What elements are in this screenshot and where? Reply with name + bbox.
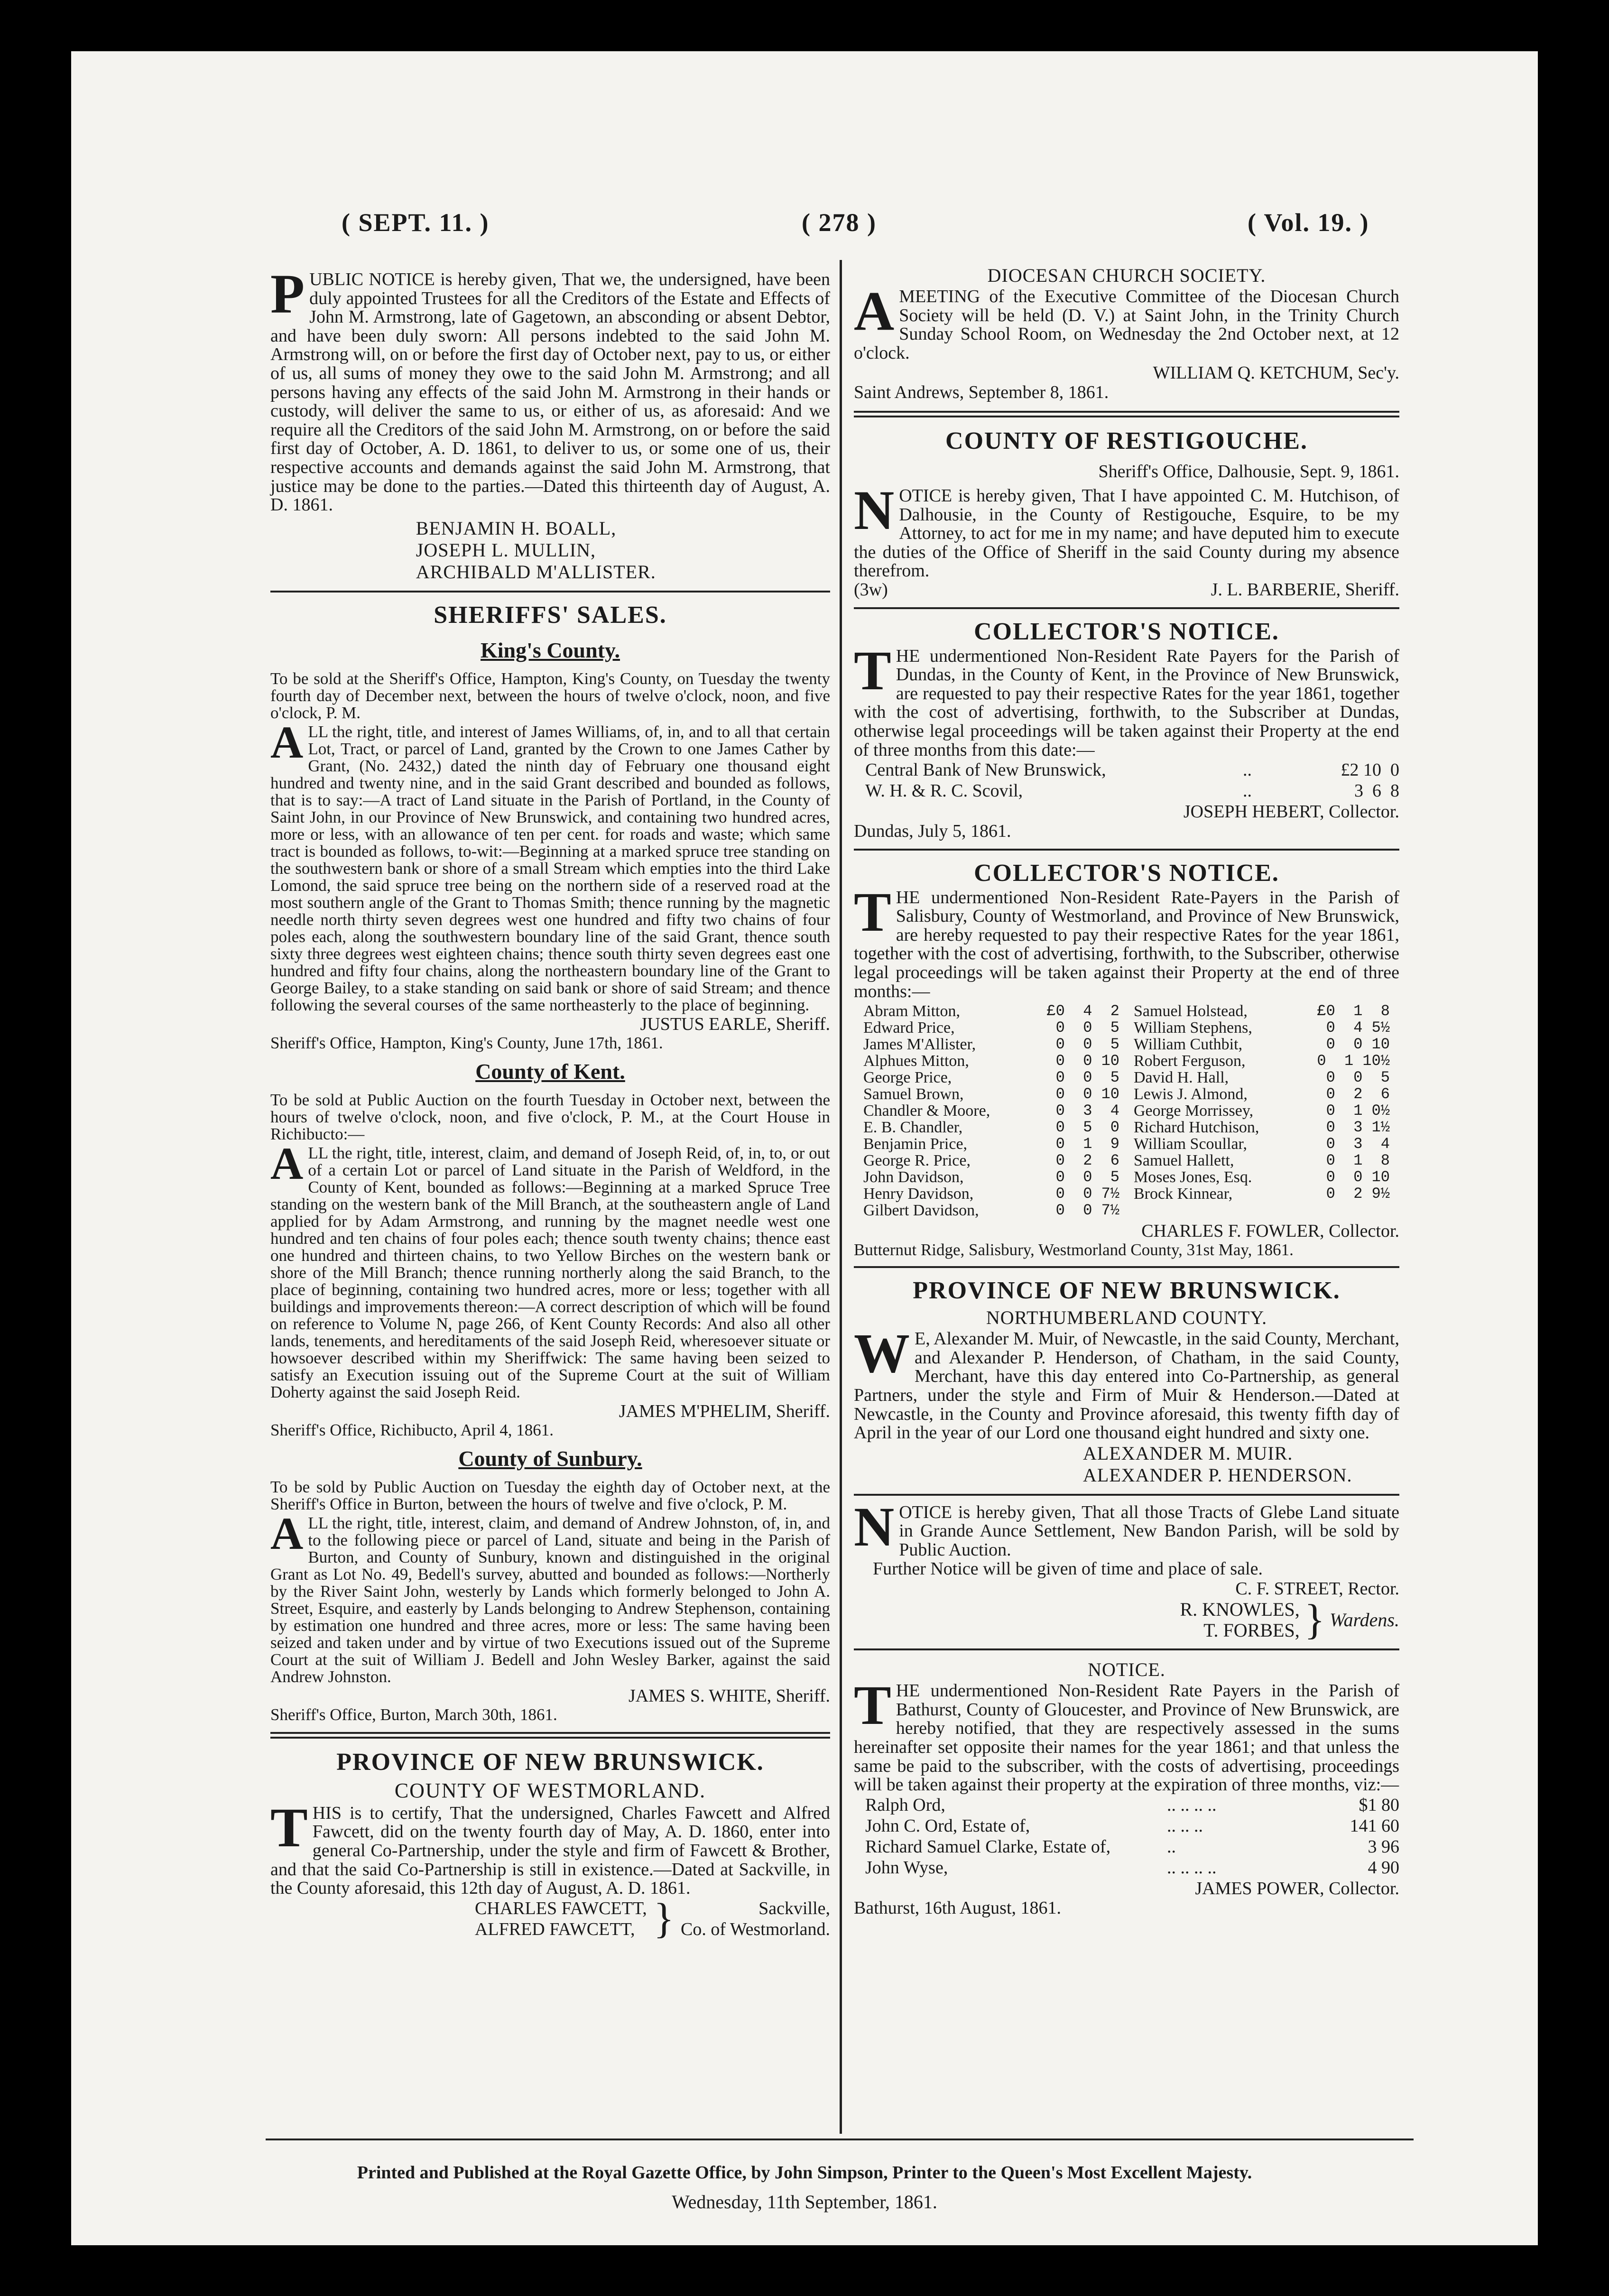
header-volume: ( Vol. 19. ) xyxy=(1248,208,1369,237)
rate-row xyxy=(1134,1069,1390,1086)
rate-row xyxy=(1134,1119,1390,1136)
kings-county-heading: King's County. xyxy=(481,638,620,662)
leader-dots: .. .. .. .. xyxy=(1167,1857,1217,1878)
bathurst-body: HE undermentioned Non-Resident Rate Payers in the Parish of Bathurst, County of Gloucester, and Province of New Brunswick, are hereby notified, that they are respectively assessed in the sums hereinafter set opposite their names for the year 1861; and that unless the same be paid to the subscriber, with the costs of advertising, proceedings will be taken against their property at the expiration of three months, viz:— xyxy=(854,1681,1399,1795)
sunbury-intro: To be sold by Public Auction on Tuesday the eighth day of October next, at the Sheriff's Office in Burton, between the hours of twelve and five o'clock, P. M. xyxy=(270,1477,830,1513)
warden-name: R. KNOWLES, xyxy=(1180,1599,1300,1620)
northumberland-partnership xyxy=(854,1276,1399,1486)
bathurst-entry xyxy=(865,1836,1399,1857)
rate-row xyxy=(1134,1003,1390,1019)
double-rule xyxy=(854,411,1399,417)
dundas-collector-notice xyxy=(854,617,1399,841)
kings-intro: To be sold at the Sheriff's Office, Hampton, King's County, on Tuesday the twenty fourth day of December next, between the hours of twelve o'clock, noon, and five o'clock, P. M. xyxy=(270,669,830,722)
rate-payer-name: Samuel Holstead, xyxy=(1134,1002,1248,1020)
rate-row xyxy=(863,1003,1119,1019)
bathurst-title: NOTICE. xyxy=(1088,1659,1165,1681)
rate-amount: 0 0 5 xyxy=(1326,1069,1390,1087)
rate-row xyxy=(1134,1036,1390,1053)
rate-amount: 0 4 5½ xyxy=(1326,1019,1390,1037)
rate-payer-name: Moses Jones, Esq. xyxy=(1134,1168,1252,1186)
dundas-body: HE undermentioned Non-Resident Rate Payers for the Parish of Dundas, in the County of Kent, in the Province of New Brunswick, are requested to pay their respective Rates for the year 1861, together with the cost of advertising, forthwith, to the Subscriber at Dundas, otherwise legal proceedings will be taken against their Property at the end of three months from this date:— xyxy=(854,646,1399,760)
dropcap: W xyxy=(854,1322,910,1385)
rate-row xyxy=(1134,1185,1390,1202)
rate-payer-name: Samuel Brown, xyxy=(863,1085,964,1103)
signer-name: ALEXANDER M. MUIR. xyxy=(1083,1442,1293,1464)
dundas-signer: JOSEPH HEBERT, Collector. xyxy=(1183,802,1399,822)
rate-amount: £0 1 8 xyxy=(1317,1002,1390,1020)
diocesan-dated: Saint Andrews, September 8, 1861. xyxy=(854,382,1109,403)
rate-amount: 0 0 10 xyxy=(1326,1036,1390,1054)
kings-county-sale xyxy=(270,635,830,1052)
place-label: Co. of Westmorland. xyxy=(681,1919,830,1939)
rate-payer-name: Benjamin Price, xyxy=(863,1135,968,1153)
rate-amount: 0 2 6 xyxy=(1055,1152,1119,1170)
rate-amount: 0 1 8 xyxy=(1326,1152,1390,1170)
rate-row xyxy=(863,1202,1119,1219)
rate-amount: 0 0 7½ xyxy=(1055,1185,1119,1203)
diocesan-title: DIOCESAN CHURCH SOCIETY. xyxy=(987,265,1266,286)
rate-amount: 0 0 7½ xyxy=(1055,1202,1119,1220)
brace-icon: } xyxy=(1304,1596,1325,1644)
glebe-notice xyxy=(854,1495,1399,1644)
dropcap: A xyxy=(270,1508,304,1559)
sunbury-county-sale xyxy=(270,1444,830,1723)
restigouche-notice xyxy=(854,426,1399,600)
westmorland-title: PROVINCE OF NEW BRUNSWICK. xyxy=(336,1748,764,1776)
dropcap: N xyxy=(854,479,895,541)
rate-row xyxy=(1134,1136,1390,1152)
signer-name: ALFRED FAWCETT, xyxy=(474,1919,635,1939)
dundas-title: COLLECTOR'S NOTICE. xyxy=(974,618,1279,645)
rate-column-right xyxy=(1134,1003,1390,1219)
column-divider xyxy=(840,260,842,2134)
rate-payer-name: George Morrissey, xyxy=(1134,1102,1254,1120)
northumberland-body: E, Alexander M. Muir, of Newcastle, in the said County, Merchant, and Alexander P. Henderson, of Chatham, in the said County, Merchant, have this day entered into Co-Partnership, as general Partners, under the style and Firm of Muir & Henderson.—Dated at Newcastle, in the County and Province aforesaid, this twenty fifth day of April in the year of our Lord one thousand eight hundred and sixty one. xyxy=(854,1329,1399,1443)
gazette-page xyxy=(71,51,1538,2245)
signer-name: ALEXANDER P. HENDERSON. xyxy=(1083,1464,1352,1486)
dropcap: T xyxy=(854,639,891,702)
rate-row xyxy=(863,1019,1119,1036)
leader-dots: .. .. .. xyxy=(1167,1815,1203,1836)
rate-payer-name: Alphues Mitton, xyxy=(863,1052,969,1070)
dropcap: T xyxy=(270,1796,308,1859)
rate-row xyxy=(863,1152,1119,1169)
rate-payer-name: Robert Ferguson, xyxy=(1134,1052,1246,1070)
rate-row xyxy=(863,1102,1119,1119)
section-rule xyxy=(854,1266,1399,1268)
rate-amount: 0 0 10 xyxy=(1055,1052,1119,1070)
westmorland-signature xyxy=(270,1895,830,1942)
rate-amount: $1 80 xyxy=(1359,1795,1399,1815)
salisbury-rate-table xyxy=(854,1001,1399,1221)
kent-county-sale xyxy=(270,1056,830,1439)
run-mark: (3w) xyxy=(854,579,888,600)
footer-rule xyxy=(266,2139,1414,2140)
signer-name: ARCHIBALD M'ALLISTER. xyxy=(416,561,656,583)
bathurst-entry xyxy=(865,1795,1399,1815)
rate-amount: 0 2 6 xyxy=(1326,1085,1390,1103)
rate-payer-name: George Price, xyxy=(863,1069,952,1087)
dundas-entry: W. H. & R. C. Scovil, .. 3 6 8 xyxy=(865,781,1399,801)
salisbury-dated: Butternut Ridge, Salisbury, Westmorland County, 31st May, 1861. xyxy=(854,1241,1294,1259)
left-column xyxy=(270,263,830,1942)
rate-payer-name: Richard Samuel Clarke, Estate of, xyxy=(865,1836,1111,1857)
rate-row xyxy=(863,1036,1119,1053)
footer-imprint: Printed and Published at the Royal Gazette Office, by John Simpson, Printer to the Queen's Most Excellent Majesty. xyxy=(357,2163,1252,2183)
rate-row xyxy=(1134,1086,1390,1102)
salisbury-title: COLLECTOR'S NOTICE. xyxy=(974,859,1279,887)
rate-row xyxy=(863,1169,1119,1185)
restigouche-sign-line xyxy=(854,581,1399,600)
rate-row xyxy=(863,1119,1119,1136)
rate-payer-name: James M'Allister, xyxy=(863,1036,976,1054)
rate-payer-name: Brock Kinnear, xyxy=(1134,1185,1233,1203)
public-notice-body: UBLIC NOTICE is hereby given, That we, the undersigned, have been duly appointed Trustees for all the Creditors of the Estate and Effects of John M. Armstrong, late of Gagetown, an absconding or absent Debtor, and have been duly sworn: All persons indebted to the said John M. Armstrong will, on or before the first day of October next, pay to us, or either of us, all sums of money they owe to the said John M. Armstrong; and all persons having any effects of the said John M. Armstrong in their hands or custody, will deliver the same to us, or either of us, as aforesaid: And we require all the Creditors of the said John M. Armstrong, on or before the said first day of October, A. D. 1861, to deliver to us, or some one of us, their respective accounts and demands against the said John M. Armstrong, that justice may be done to the parties.—Dated this thirteenth day of August, A. D. 1861. xyxy=(270,269,830,515)
rate-amount: 0 0 5 xyxy=(1055,1069,1119,1087)
rate-amount: 0 3 1½ xyxy=(1326,1119,1390,1137)
rate-payer-name: E. B. Chandler, xyxy=(863,1119,963,1137)
kent-dated: Sheriff's Office, Richibucto, April 4, 1861. xyxy=(270,1420,554,1439)
bathurst-notice xyxy=(854,1658,1399,1917)
double-rule xyxy=(270,1732,830,1739)
dropcap: P xyxy=(270,263,305,325)
restigouche-office: Sheriff's Office, Dalhousie, Sept. 9, 1861. xyxy=(1098,461,1399,481)
rate-payer-name: Samuel Hallett, xyxy=(1134,1152,1234,1170)
westmorland-body: HIS is to certify, That the undersigned, Charles Fawcett and Alfred Fawcett, did on the twenty fourth day of May, A. D. 1860, enter into general Co-Partnership, under the style and firm of Fawcett & Brother, and that the said Co-Partnership is still in existence.—Dated at Sackville, in the County aforesaid, this 12th day of August, A. D. 1861. xyxy=(270,1803,830,1898)
rate-payer-name: William Scoullar, xyxy=(1134,1135,1247,1153)
signer-name: BENJAMIN H. BOALL, xyxy=(416,517,617,539)
right-column xyxy=(854,264,1399,1917)
bathurst-entry xyxy=(865,1857,1399,1878)
rate-payer-name: William Cuthbit, xyxy=(1134,1036,1243,1054)
header-date: ( SEPT. 11. ) xyxy=(342,208,490,237)
kent-intro: To be sold at Public Auction on the fourth Tuesday in October next, between the hours of twelve o'clock, noon, and five o'clock, P. M., at the Court House in Richibucto:— xyxy=(270,1090,830,1143)
rate-amount: 3 96 xyxy=(1368,1836,1399,1857)
rate-row xyxy=(1134,1169,1390,1185)
sunbury-signer: JAMES S. WHITE, Sheriff. xyxy=(628,1685,830,1706)
header-page-number: ( 278 ) xyxy=(802,208,877,237)
sheriffs-sales-title: SHERIFFS' SALES. xyxy=(434,601,667,629)
northumberland-signers xyxy=(854,1443,1399,1486)
rate-amount: 0 3 4 xyxy=(1326,1135,1390,1153)
place-label: Sackville, xyxy=(758,1898,830,1918)
section-rule xyxy=(270,591,830,593)
rate-payer-name: Chandler & Moore, xyxy=(863,1102,990,1120)
rate-payer-name: John C. Ord, Estate of, xyxy=(865,1815,1030,1836)
rate-amount: 0 0 5 xyxy=(1055,1036,1119,1054)
northumberland-title: PROVINCE OF NEW BRUNSWICK. xyxy=(913,1277,1341,1305)
rate-payer-name: William Stephens, xyxy=(1134,1019,1252,1037)
rate-amount: £0 4 2 xyxy=(1046,1002,1119,1020)
rate-row xyxy=(863,1069,1119,1086)
rate-amount: 141 60 xyxy=(1350,1815,1399,1836)
glebe-further: Further Notice will be given of time and place of sale. xyxy=(873,1558,1263,1579)
rate-amount: 0 0 5 xyxy=(1055,1019,1119,1037)
section-rule xyxy=(854,849,1399,851)
leader-dots: .. .. .. .. xyxy=(1167,1795,1217,1815)
kings-dated: Sheriff's Office, Hampton, King's County, June 17th, 1861. xyxy=(270,1033,663,1052)
rate-payer-name: Richard Hutchison, xyxy=(1134,1119,1259,1137)
kent-body: LL the right, title, interest, claim, and demand of Joseph Reid, of, in, to, or out of a certain Lot or parcel of Land situate in the Parish of Weldford, in the County of Kent, bounded as follows:—Beginning at a marked Spruce Tree standing on the western bank of the Mill Branch, at the southeastern angle of Land applied for by Adam Armstrong, and running by the magnet needle west one hundred and ten chains of four poles each; thence south twenty chains; thence east one hundred and thirteen chains, to two Yellow Birches on the western bank or shore of the Mill Branch; thence running northerly along the said Branch, to the place of beginning, containing two hundred acres, more or less; together with all buildings and improvements thereon:—A correct description of which will be found on reference to Volume N, page 266, of Kent County Records: And also all other lands, tenements, and hereditaments of the said Joseph Reid, wheresoever situate or howsoever described within my Sheriffwick: The same having been seized to satisfy an Execution issuing out of the Supreme Court at the suit of William Doherty against the said Joseph Reid. xyxy=(270,1143,830,1401)
kings-signer: JUSTUS EARLE, Sheriff. xyxy=(640,1014,830,1034)
rate-amount: 0 1 10½ xyxy=(1317,1052,1390,1070)
dropcap: A xyxy=(854,280,895,342)
rate-payer-name: Edward Price, xyxy=(863,1019,955,1037)
rate-amount: 0 0 10 xyxy=(1326,1168,1390,1186)
dropcap: A xyxy=(270,716,304,768)
westmorland-partnership xyxy=(270,1747,830,1940)
dropcap: T xyxy=(854,880,891,943)
restigouche-signer: J. L. BARBERIE, Sheriff. xyxy=(1211,579,1399,600)
rate-row xyxy=(1134,1102,1390,1119)
rate-payer-name: Gilbert Davidson, xyxy=(863,1202,979,1220)
bathurst-signer: JAMES POWER, Collector. xyxy=(1195,1878,1399,1898)
signer-name: CHARLES FAWCETT, xyxy=(474,1898,647,1918)
westmorland-subtitle: COUNTY OF WESTMORLAND. xyxy=(394,1778,706,1802)
glebe-wardens xyxy=(854,1596,1399,1644)
rate-amount: 0 3 4 xyxy=(1055,1102,1119,1120)
rate-column-left xyxy=(863,1003,1119,1219)
rate-row xyxy=(863,1185,1119,1202)
restigouche-body: OTICE is hereby given, That I have appointed C. M. Hutchison, of Dalhousie, in the County of Restigouche, Esquire, to be my Attorney, to act for me in my name; and have deputed him to execute the duties of the Office of Sheriff in the said County during my absence therefrom. xyxy=(854,485,1399,581)
rate-payer-name: David H. Hall, xyxy=(1134,1069,1229,1087)
rate-payer-name: John Wyse, xyxy=(865,1857,948,1878)
rate-row xyxy=(863,1086,1119,1102)
salisbury-collector-notice xyxy=(854,858,1399,1259)
section-rule xyxy=(854,607,1399,609)
wardens-label: Wardens. xyxy=(1329,1609,1399,1631)
diocesan-notice xyxy=(854,264,1399,402)
brace-icon: } xyxy=(653,1895,675,1942)
rate-amount: 0 5 0 xyxy=(1055,1119,1119,1137)
rate-amount: 0 0 10 xyxy=(1055,1085,1119,1103)
section-rule xyxy=(854,1648,1399,1650)
dundas-entry: Central Bank of New Brunswick, .. £2 10 0 xyxy=(865,760,1399,780)
section-rule xyxy=(854,1494,1399,1496)
dropcap: A xyxy=(270,1138,304,1189)
salisbury-body: HE undermentioned Non-Resident Rate-Payers in the Parish of Salisbury, County of Westmorland, and Province of New Brunswick, are hereby requested to pay their respective Rates for the year 1861, together with the cost of advertising, forthwith, to the Subscriber, otherwise legal proceedings will be taken against their Property at the end of three months:— xyxy=(854,887,1399,1001)
rate-amount: 4 90 xyxy=(1368,1857,1399,1878)
rate-row xyxy=(1134,1152,1390,1169)
rate-payer-name: Lewis J. Almond, xyxy=(1134,1085,1248,1103)
rate-amount: 0 2 9½ xyxy=(1326,1185,1390,1203)
sunbury-dated: Sheriff's Office, Burton, March 30th, 1861. xyxy=(270,1705,557,1724)
dundas-dated: Dundas, July 5, 1861. xyxy=(854,821,1011,842)
public-notice-signers xyxy=(270,518,830,583)
glebe-rector: C. F. STREET, Rector. xyxy=(1235,1579,1399,1599)
footer-date: Wednesday, 11th September, 1861. xyxy=(672,2191,937,2213)
rate-row xyxy=(863,1136,1119,1152)
rate-row xyxy=(1134,1053,1390,1069)
bathurst-entry xyxy=(865,1815,1399,1836)
rate-payer-name: George R. Price, xyxy=(863,1152,971,1170)
bathurst-entries xyxy=(854,1795,1399,1878)
kings-body: LL the right, title, and interest of James Williams, of, in, and to all that certain Lot, Tract, or parcel of Land, granted by the Crown to one James Cather by Grant, (No. 2432,) dated the ninth day of February one thousand eight hundred and twenty nine, and in the said Grant described and bounded as follows, that is to say:—A tract of Land situate in the Parish of Portland, in the County of Saint John, in our Province of New Brunswick, and containing two hundred acres, more or less, with an allowance of ten per cent. for roads and waste; which same tract is bounded as follows, to-wit:—Beginning at a marked spruce tree standing on the southwestern bank or shore of a small Stream which empties into the third Lake Lomond, the said spruce tree being on the northern side of a reserved road at the most southern angle of the Grant to Thomas Smith; thence running by the magnetic needle north thirty seven degrees west one hundred and fifty two chains of four poles each, along the southwestern boundary line of the said Grant, thence south sixty three degrees west eighteen chains; thence south thirty seven degrees east one hundred and fifty four chains, along the northeastern boundary line of the Grant to George Bailey, to a stake standing on said bank or shore of said Stream; and thence following the several courses of the same northeasterly to the place of beginning. xyxy=(270,722,830,1014)
diocesan-body: MEETING of the Executive Committee of the Diocesan Church Society will be held (D. V.) at Saint John, in the Trinity Church Sunday School Room, on Wednesday the 2nd October next, at 12 o'clock. xyxy=(854,287,1399,363)
dropcap: T xyxy=(854,1674,891,1737)
rate-amount: 0 1 9 xyxy=(1055,1135,1119,1153)
leader-dots: .. xyxy=(1167,1836,1176,1857)
sunbury-body: LL the right, title, interest, claim, and demand of Andrew Johnston, of, in, and to the following piece or parcel of Land, situate and being in the Parish of Burton, and County of Sunbury, known and distinguished in the original Grant as Lot No. 49, Bedell's survey, abutted and bounded as follows:—Northerly by the River Saint John, westerly by Lands which formerly belonged to John A. Street, Esquire, and easterly by Lands belonging to Andrew Stephenson, containing by estimation one hundred and three acres, more or less: The same having been seized and taken under and by virtue of two Executions issued out of the Supreme Court at the suit of William J. Bedell and John Wesley Barker, against the said Andrew Johnston. xyxy=(270,1513,830,1686)
rate-amount: 0 0 5 xyxy=(1055,1168,1119,1186)
sunbury-county-heading: County of Sunbury. xyxy=(458,1446,642,1471)
dropcap: N xyxy=(854,1495,895,1558)
diocesan-signer: WILLIAM Q. KETCHUM, Sec'y. xyxy=(1153,363,1399,383)
bathurst-dated: Bathurst, 16th August, 1861. xyxy=(854,1898,1062,1918)
kent-signer: JAMES M'PHELIM, Sheriff. xyxy=(619,1401,830,1421)
public-notice xyxy=(270,263,830,583)
rate-payer-name: Ralph Ord, xyxy=(865,1795,945,1815)
glebe-body: OTICE is hereby given, That all those Tracts of Glebe Land situate in Grande Aunce Settlement, New Bandon Parish, will be sold by Public Auction. xyxy=(899,1502,1399,1560)
restigouche-title: COUNTY OF RESTIGOUCHE. xyxy=(945,427,1308,454)
salisbury-signer: CHARLES F. FOWLER, Collector. xyxy=(1141,1221,1399,1241)
northumberland-subtitle: NORTHUMBERLAND COUNTY. xyxy=(986,1307,1267,1329)
rate-payer-name: Henry Davidson, xyxy=(863,1185,974,1203)
kent-county-heading: County of Kent. xyxy=(475,1059,625,1083)
rate-payer-name: John Davidson, xyxy=(863,1168,964,1186)
rate-row xyxy=(1134,1019,1390,1036)
rate-payer-name: Abram Mitton, xyxy=(863,1002,960,1020)
rate-amount: 0 1 0½ xyxy=(1326,1102,1390,1120)
signer-name: JOSEPH L. MULLIN, xyxy=(416,539,596,561)
rate-row xyxy=(863,1053,1119,1069)
warden-name: T. FORBES, xyxy=(1203,1620,1300,1641)
